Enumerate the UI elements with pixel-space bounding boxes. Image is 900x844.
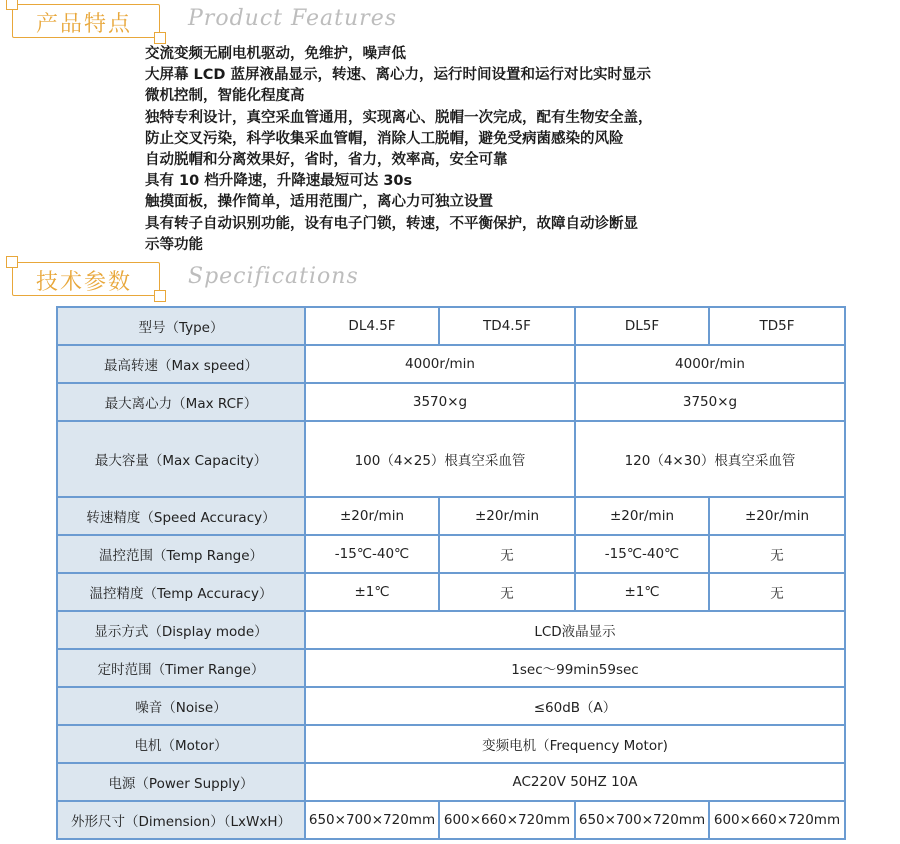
- table-row: [57, 535, 845, 573]
- specs-table: [56, 306, 846, 840]
- row-label-display-mode: 显示方式（Display mode）: [57, 611, 305, 649]
- feature-item: 大屏幕 LCD 蓝屏液晶显示，转速、离心力，运行时间设置和运行对比实时显示: [145, 67, 652, 84]
- speed-accuracy-td45f: ±20r/min: [439, 497, 575, 535]
- specs-title-en: Specifications: [188, 264, 359, 289]
- temp-accuracy-td45f: 无: [439, 573, 575, 611]
- max-rcf-5: 3750×g: [575, 383, 845, 421]
- dimension-td45f: 600×660×720mm: [439, 801, 575, 839]
- type-dl45f: DL4.5F: [305, 307, 439, 345]
- table-row: [57, 497, 845, 535]
- table-row: [57, 649, 845, 687]
- temp-accuracy-dl5f: ±1℃: [575, 573, 709, 611]
- table-row: [57, 725, 845, 763]
- row-label-motor: 电机（Motor）: [57, 725, 305, 763]
- max-capacity-45: 100（4×25）根真空采血管: [305, 421, 575, 497]
- dimension-dl45f: 650×700×720mm: [305, 801, 439, 839]
- table-row: [57, 611, 845, 649]
- max-speed-45: 4000r/min: [305, 345, 575, 383]
- feature-item: 自动脱帽和分离效果好，省时，省力，效率高，安全可靠: [145, 152, 508, 169]
- row-label-speed-accuracy: 转速精度（Speed Accuracy）: [57, 497, 305, 535]
- row-label-power-supply: 电源（Power Supply）: [57, 763, 305, 801]
- power-supply-value: AC220V 50HZ 10A: [305, 763, 845, 801]
- table-row: [57, 801, 845, 839]
- feature-item: 交流变频无刷电机驱动，免维护，噪声低: [145, 46, 406, 62]
- max-speed-5: 4000r/min: [575, 345, 845, 383]
- feature-item: 具有 10 档升降速，升降速最短可达 30s: [145, 173, 413, 190]
- feature-item: 微机控制，智能化程度高: [145, 88, 305, 105]
- features-list: [145, 44, 725, 256]
- feature-item: 触摸面板，操作简单，适用范围广，离心力可独立设置: [145, 194, 493, 211]
- max-capacity-5: 120（4×30）根真空采血管: [575, 421, 845, 497]
- row-label-temp-range: 温控范围（Temp Range）: [57, 535, 305, 573]
- type-td5f: TD5F: [709, 307, 845, 345]
- type-td45f: TD4.5F: [439, 307, 575, 345]
- row-label-max-rcf: 最大离心力（Max RCF）: [57, 383, 305, 421]
- temp-accuracy-td5f: 无: [709, 573, 845, 611]
- speed-accuracy-td5f: ±20r/min: [709, 497, 845, 535]
- timer-range-value: 1sec～99min59sec: [305, 649, 845, 687]
- table-row: [57, 345, 845, 383]
- feature-item: 具有转子自动识别功能，设有电子门锁，转速，不平衡保护，故障自动诊断显: [145, 215, 638, 232]
- features-title-cn: 产品特点: [36, 12, 133, 37]
- features-header: [8, 0, 608, 42]
- table-row: [57, 307, 845, 345]
- temp-accuracy-dl45f: ±1℃: [305, 573, 439, 611]
- features-title-en: Product Features: [188, 6, 398, 31]
- temp-range-td45f: 无: [439, 535, 575, 573]
- row-label-type: 型号（Type）: [57, 307, 305, 345]
- temp-range-dl45f: -15℃-40℃: [305, 535, 439, 573]
- display-mode-value: LCD液晶显示: [305, 611, 845, 649]
- table-row: [57, 573, 845, 611]
- temp-range-dl5f: -15℃-40℃: [575, 535, 709, 573]
- table-row: [57, 383, 845, 421]
- noise-value: ≤60dB（A）: [305, 687, 845, 725]
- table-row: [57, 421, 845, 497]
- row-label-noise: 噪音（Noise）: [57, 687, 305, 725]
- type-dl5f: DL5F: [575, 307, 709, 345]
- dimension-td5f: 600×660×720mm: [709, 801, 845, 839]
- speed-accuracy-dl5f: ±20r/min: [575, 497, 709, 535]
- feature-item: 示等功能: [145, 236, 203, 253]
- row-label-max-capacity: 最大容量（Max Capacity）: [57, 421, 305, 497]
- motor-value: 变频电机（Frequency Motor): [305, 725, 845, 763]
- feature-item: 防止交叉污染，科学收集采血管帽，消除人工脱帽，避免受病菌感染的风险: [145, 130, 624, 147]
- row-label-max-speed: 最高转速（Max speed）: [57, 345, 305, 383]
- dimension-dl5f: 650×700×720mm: [575, 801, 709, 839]
- temp-range-td5f: 无: [709, 535, 845, 573]
- row-label-timer-range: 定时范围（Timer Range）: [57, 649, 305, 687]
- max-rcf-45: 3570×g: [305, 383, 575, 421]
- row-label-temp-accuracy: 温控精度（Temp Accuracy）: [57, 573, 305, 611]
- speed-accuracy-dl45f: ±20r/min: [305, 497, 439, 535]
- feature-item: 独特专利设计，真空采血管通用，实现离心、脱帽一次完成，配有生物安全盖，: [145, 109, 653, 126]
- table-row: [57, 763, 845, 801]
- row-label-dimension: 外形尺寸（Dimension）（LxWxH）: [57, 801, 305, 839]
- specs-title-cn: 技术参数: [36, 270, 133, 295]
- specs-header: [8, 258, 608, 300]
- table-row: [57, 687, 845, 725]
